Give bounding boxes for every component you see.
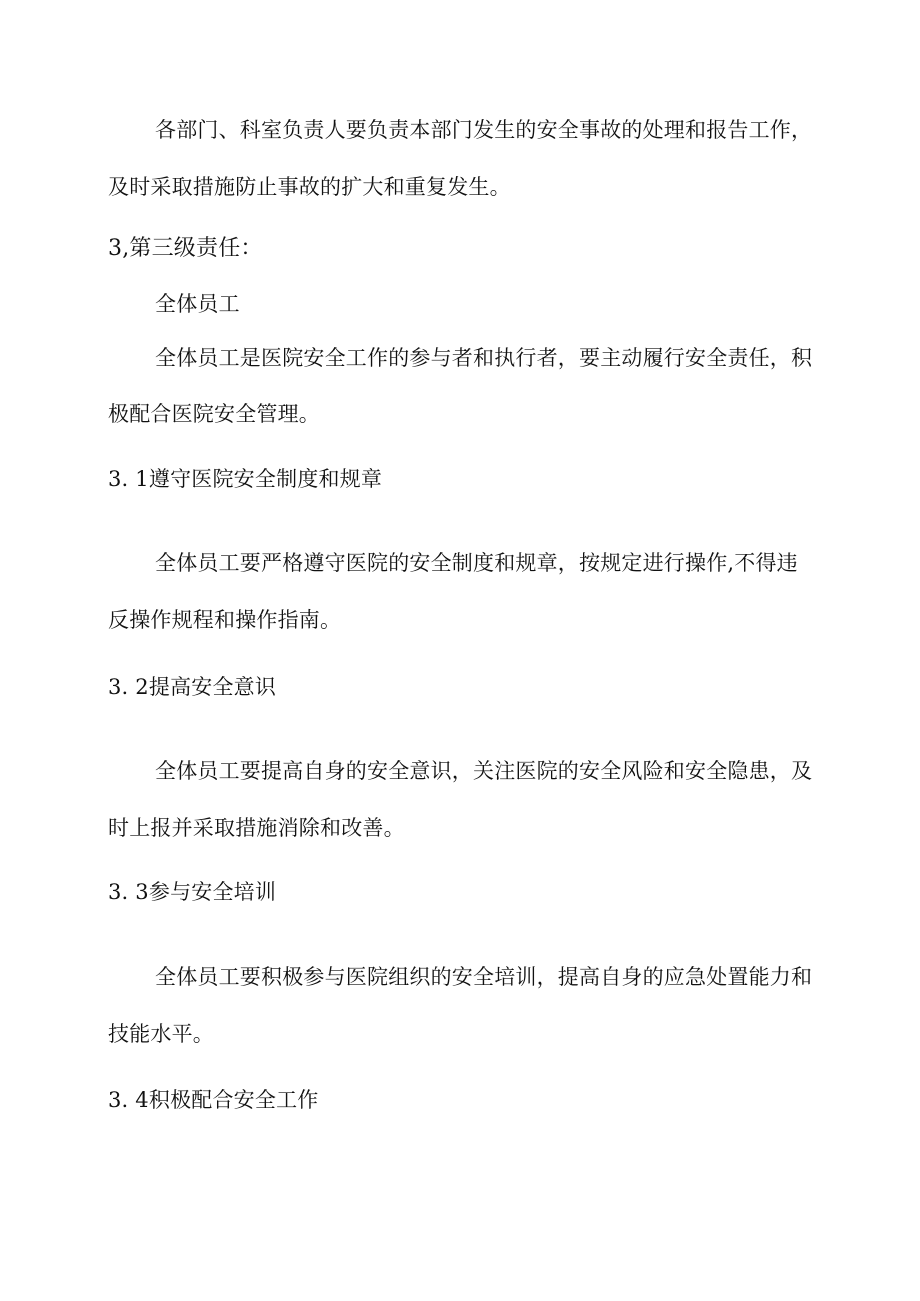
paragraph-line: 极配合医院安全管理。: [108, 402, 320, 426]
paragraph-line: 及时采取措施防止事故的扩大和重复发生。: [108, 175, 511, 199]
paragraph-line: 各部门、科室负责人要负责本部门发生的安全事故的处理和报告工作，: [155, 118, 813, 142]
paragraph-line: 时上报并采取措施消除和改善。: [108, 816, 405, 840]
section-heading: 3,第三级责任：: [108, 236, 263, 261]
paragraph-line: 全体员工要提高自身的安全意识，关注医院的安全风险和安全隐患，及: [155, 759, 813, 783]
subsection-title: 3. 4积极配合安全工作: [108, 1088, 319, 1112]
paragraph-line: 全体员工要积极参与医院组织的安全培训，提高自身的应急处置能力和: [155, 965, 813, 989]
subsection-title: 3. 2提高安全意识: [108, 675, 277, 699]
role-label: 全体员工: [155, 292, 240, 316]
paragraph-line: 技能水平。: [108, 1022, 214, 1046]
subsection-title: 3. 1遵守医院安全制度和规章: [108, 467, 383, 491]
subsection-title: 3. 3参与安全培训: [108, 880, 277, 904]
paragraph-line: 全体员工要严格遵守医院的安全制度和规章，按规定进行操作,不得违: [155, 551, 798, 575]
paragraph-line: 反操作规程和操作指南。: [108, 608, 342, 632]
paragraph-line: 全体员工是医院安全工作的参与者和执行者，要主动履行安全责任，积: [155, 346, 813, 370]
